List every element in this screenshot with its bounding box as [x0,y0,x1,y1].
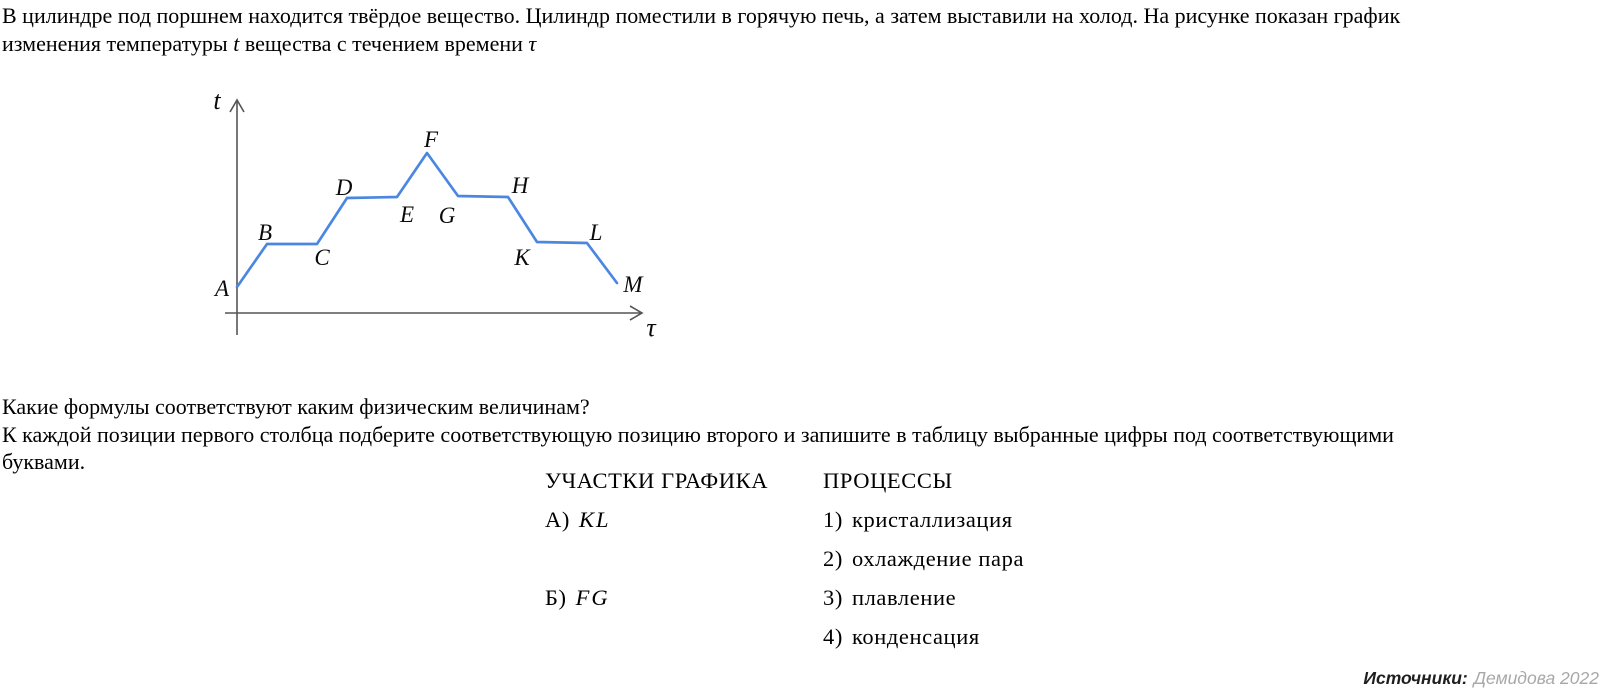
matching-process-4-num: 4) [823,623,843,649]
point-label-G: G [438,203,456,228]
x-axis-label: τ [646,313,656,342]
matching-item-b [545,585,823,611]
matching-process-3-text: плавление [851,584,957,610]
matching-process-2-num: 2) [823,545,843,571]
matching-item-b-num: Б) [545,584,567,610]
matching-header-row [545,461,1024,500]
matching-process-3 [823,585,956,611]
point-label-H: H [511,173,529,198]
matching-row-4 [545,617,1024,656]
sources-value: Демидова 2022 [1473,668,1599,688]
intro-line-2-mid: вещества с течением времени [239,30,529,56]
matching-process-2-text: охлаждение пара [851,545,1025,571]
matching-table [545,461,1024,656]
intro-line-2 [2,30,1400,58]
matching-header-right: ПРОЦЕССЫ [823,467,953,493]
point-label-K: K [514,245,530,270]
matching-row-2 [545,539,1024,578]
var-t: t [233,30,240,56]
question-line-2: К каждой позиции первого столбца подберите соответствующую позицию второго и запишите в таблицу выбранные цифры под соответствующими [2,421,1394,447]
temperature-curve [237,153,617,287]
question-line-3: буквами. [2,449,86,474]
point-label-M: M [623,272,643,297]
matching-process-4 [823,624,980,650]
matching-item-b-value: FG [575,584,610,610]
matching-item-a [545,507,823,533]
matching-process-1 [823,507,1013,533]
point-label-F: F [423,127,439,152]
matching-process-3-num: 3) [823,584,843,610]
matching-header-left: УЧАСТКИ ГРАФИКА [545,467,769,493]
point-label-D: D [335,175,353,200]
point-label-C: C [314,245,330,270]
sources-label: Источники: [1363,668,1468,688]
y-axis-label: t [213,86,221,115]
sources-line [1363,668,1599,689]
matching-process-1-num: 1) [823,506,843,532]
matching-item-a-value: KL [578,506,611,532]
intro-line-1: В цилиндре под поршнем находится твёрдое вещество. Цилиндр поместили в горячую печь, а затем выставили на холод. На рисунке показан график [2,3,1401,28]
matching-process-1-text: кристаллизация [851,506,1013,532]
question-line-1: Какие формулы соответствуют каким физическим величинам? [2,394,590,419]
figure-svg [180,85,680,357]
matching-row-3 [545,578,1024,617]
matching-item-a-num: А) [545,506,570,532]
point-label-A: A [214,276,230,301]
point-label-B: B [257,220,273,245]
intro-line-2-pre: изменения температуры [2,30,234,56]
matching-process-2 [823,546,1024,572]
problem-intro [2,2,1400,57]
var-tau: τ [528,30,537,56]
point-label-L: L [589,220,603,245]
matching-process-4-text: конденсация [851,623,980,649]
temperature-graph-figure [180,85,680,357]
point-label-E: E [399,202,415,227]
matching-row-1 [545,500,1024,539]
